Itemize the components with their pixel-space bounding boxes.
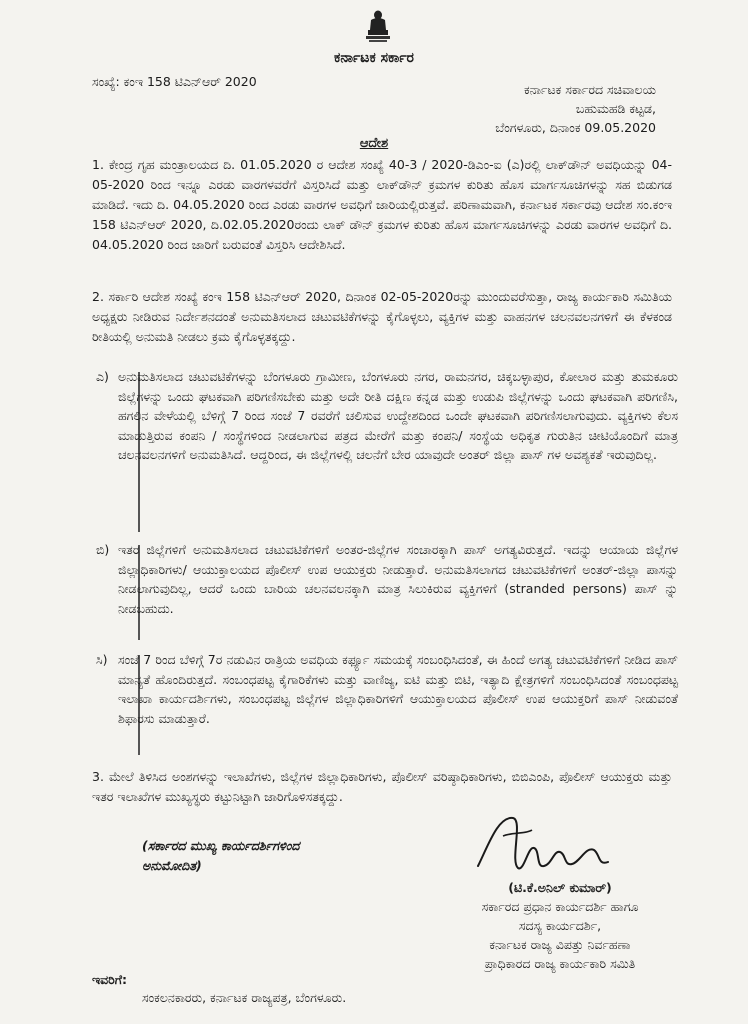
clause-b [96, 540, 678, 618]
approval-line: (ಸರ್ಕಾರದ ಮುಖ್ಯ ಕಾರ್ಯದರ್ಶಿಗಳಿಂದ [142, 838, 300, 853]
signatory-designation: ಕರ್ನಾಟಕ ರಾಜ್ಯ ವಿಪತ್ತು ನಿರ್ವಹಣಾ [489, 937, 631, 952]
clause-c [96, 650, 678, 728]
copy-to-label: ಇವರಿಗೆ: [92, 972, 128, 987]
clause-text: ಸಂಜೆ 7 ರಿಂದ ಬೆಳಿಗ್ಗೆ 7ರ ನಡುವಿನ ರಾತ್ರಿಯ ಅವಧಿಯ ಕರ್ಫ್ಯೂ ಸಮಯಕ್ಕೆ ಸಂಬಂಧಿಸಿದಂತೆ, ಈ ಹಿಂದೆ ಅಗತ್ಯ ಚಟುವಟಿಕೆಗಳಿಗೆ ನೀಡಿದ ಪಾಸ್ ಮಾನ್ಯತೆ ಹೊಂದಿರುತ್ತದೆ. ಸಂಬಂಧಪಟ್ಟ ಕೈಗಾರಿಕೆಗಳು ಮತ್ತು ವಾಣಿಜ್ಯ, ಐಟಿ ಮತ್ತು ಬಿಟಿ, ಇತ್ಯಾದಿ ಕ್ಷೇತ್ರಗಳಿಗೆ ಸಂಬಂಧಿಸಿದಂತೆ ಸಂಬಂಧಪಟ್ಟ ಇಲಾಖಾ ಕಾರ್ಯದರ್ಶಿಗಳು, ಸಂಬಂಧಪಟ್ಟ ಜಿಲ್ಲೆಗಳ ಜಿಲ್ಲಾಧಿಕಾರಿಗಳಿಗೆ ಆಯುಕ್ತಾಲಯದ ಪೊಲೀಸ್ ಉಪ ಆಯುಕ್ತರಿಗೆ ಪಾಸ್ ನೀಡುವಂತೆ ಶಿಫಾರಸು ಮಾಡುತ್ತಾರೆ. [118, 652, 678, 726]
clause-text: ಅನುಮತಿಸಲಾದ ಚಟುವಟಿಕೆಗಳನ್ನು ಬೆಂಗಳೂರು ಗ್ರಾಮೀಣ, ಬೆಂಗಳೂರು ನಗರ, ರಾಮನಗರ, ಚಿಕ್ಕಬಳ್ಳಾಪುರ, ಕೋಲಾರ ಮತ್ತು ತುಮಕೂರು ಜಿಲ್ಲೆಗಳನ್ನು ಒಂದು ಘಟಕವಾಗಿ ಪರಿಗಣಿಸಬೇಕು ಮತ್ತು ಅದೇ ರೀತಿ ದಕ್ಷಿಣ ಕನ್ನಡ ಮತ್ತು ಉಡುಪಿ ಜಿಲ್ಲೆಗಳನ್ನು ಒಂದು ಘಟಕವಾಗಿ ಪರಿಗಣಿಸಿ, ಹಗಲಿನ ವೇಳೆಯಲ್ಲಿ ಬೆಳಿಗ್ಗೆ 7 ರಿಂದ ಸಂಜೆ 7 ರವರೆಗೆ ಚಲಿಸುವ ಉದ್ದೇಶದಿಂದ ಒಂದೇ ಘಟಕವಾಗಿ ಪರಿಗಣಿಸಲಾಗುವುದು. ವ್ಯಕ್ತಿಗಳು ಕೆಲಸ ಮಾಡುತ್ತಿರುವ ಕಂಪನಿ / ಸಂಸ್ಥೆಗಳಿಂದ ನೀಡಲಾಗುವ ಪತ್ರದ ಮೇರೆಗೆ ಮತ್ತು ಕಂಪನಿ/ ಸಂಸ್ಥೆಯ ಅಧಿಕೃತ ಗುರುತಿನ ಚೀಟಿಯೊಂದಿಗೆ ಮಾತ್ರ ಚಲನವಲನಗಳಿಗೆ ಅನುಮತಿಸಿದೆ. ಆದ್ದರಿಂದ, ಈ ಜಿಲ್ಲೆಗಳಲ್ಲಿ ಚಲನೆಗೆ ಬೇರ ಯಾವುದೇ ಅಂತರ್ ಜಿಲ್ಲಾ ಪಾಸ್ ಗಳ ಅವಶ್ಯಕತೆ ಇರುವುದಿಲ್ಲ. [118, 369, 678, 462]
copy-to-recipient: ಸಂಕಲನಕಾರರು, ಕರ್ನಾಟಕ ರಾಜ್ಯಪತ್ರ, ಬೆಂಗಳೂರು. [142, 990, 347, 1005]
clause-marker: ಎ) [96, 369, 109, 384]
clause-a [96, 367, 678, 465]
clause-marker: ಸಿ) [96, 652, 108, 667]
order-date: ಬೆಂಗಳೂರು, ದಿನಾಂಕ 09.05.2020 [495, 120, 656, 135]
paragraph-3: 3. ಮೇಲೆ ತಿಳಿಸಿದ ಅಂಶಗಳನ್ನು ಇಲಾಖೆಗಳು, ಜಿಲ್ಲೆಗಳ ಜಿಲ್ಲಾಧಿಕಾರಿಗಳು, ಪೊಲೀಸ್ ವರಿಷ್ಠಾಧಿಕಾರಿಗಳು, ಬಿಬಿಎಂಪಿ, ಪೊಲೀಸ್ ಆಯುಕ್ತರು ಮತ್ತು ಇತರ ಇಲಾಖೆಗಳ ಮುಖ್ಯಸ್ಥರು ಕಟ್ಟುನಿಟ್ಟಾಗಿ ಜಾರಿಗೊಳಿಸತಕ್ಕದ್ದು. [92, 769, 672, 804]
signatory-block [430, 878, 690, 973]
office-address-line: ಕರ್ನಾಟಕ ಸರ್ಕಾರದ ಸಚಿವಾಲಯ [524, 82, 656, 97]
paragraph-2: 2. ಸರ್ಕಾರಿ ಆದೇಶ ಸಂಖ್ಯೆ ಕಂಇ 158 ಟಿಎನ್‌ಆರ್ 2020, ದಿನಾಂಕ 02-05-2020ರನ್ನು ಮುಂದುವರೆಸುತ್ತಾ, ರಾಜ್ಯ ಕಾರ್ಯಕಾರಿ ಸಮಿತಿಯ ಅಧ್ಯಕ್ಷರು ನೀಡಿರುವ ನಿರ್ದೇಶನದಂತೆ ಅನುಮತಿಸಲಾದ ಚಟುವಟಿಕೆಗಳನ್ನು ಕೈಗೊಳ್ಳಲು, ವ್ಯಕ್ತಿಗಳ ಮತ್ತು ವಾಹನಗಳ ಚಲನವಲನಗಳಿಗೆ ಈ ಕೆಳಕಂಡ ರೀತಿಯಲ್ಲಿ ಅನುಮತಿ ನೀಡಲು ಕ್ರಮ ಕೈಗೊಳ್ಳತಕ್ಕದ್ದು. [92, 289, 672, 344]
signatory-designation: ಸರ್ಕಾರದ ಪ್ರಧಾನ ಕಾರ್ಯದರ್ಶಿ ಹಾಗೂ [481, 899, 639, 914]
approval-line: ಅನುಮೋದಿತ) [142, 858, 202, 873]
state-emblem-icon [362, 8, 394, 46]
paragraph-1: 1. ಕೇಂದ್ರ ಗೃಹ ಮಂತ್ರಾಲಯದ ದಿ. 01.05.2020 ರ ಆದೇಶ ಸಂಖ್ಯೆ 40-3 / 2020-ಡಿಎಂ-ಐ (ಎ)ರಲ್ಲಿ ಲಾಕ್‌ಡೌನ್ ಅವಧಿಯನ್ನು 04-05-2020 ರಿಂದ ಇನ್ನೂ ಎರಡು ವಾರಗಳವರೆಗೆ ವಿಸ್ತರಿಸಿದೆ ಮತ್ತು ಲಾಕ್‌ಡೌನ್ ಕ್ರಮಗಳ ಕುರಿತು ಹೊಸ ಮಾರ್ಗಸೂಚಿಗಳನ್ನು ಸಹ ಬಿಡುಗಡ ಮಾಡಿದೆ. ಇದು ದಿ. 04.05.2020 ರಿಂದ ಎರಡು ವಾರಗಳ ಅವಧಿಗೆ ಜಾರಿಯಲ್ಲಿರುತ್ತವೆ. ಪರಿಣಾಮವಾಗಿ, ಕರ್ನಾಟಕ ಸರ್ಕಾರವು ಆದೇಶ ಸಂ.ಕಂಇ 158 ಟಿಎನ್‌ಆರ್ 2020, ದಿ.02.05.2020ರಂದು ಲಾಕ್ ಡೌನ್ ಕ್ರಮಗಳ ಕುರಿತು ಹೊಸ ಮಾರ್ಗಸೂಚಿಗಳನ್ನು ಎರಡು ವಾರಗಳ ಅವಧಿಗೆ ದಿ. 04.05.2020 ರಿಂದ ಜಾರಿಗೆ ಬರುವಂತೆ ವಿಸ್ತರಿಸಿ ಆದೇಶಿಸಿದೆ. [92, 157, 672, 252]
signatory-name: (ಟಿ.ಕೆ.ಅನಿಲ್ ಕುಮಾರ್) [508, 880, 612, 895]
order-reference-number: ಸಂಖ್ಯೆ: ಕಂಇ 158 ಟಿಎನ್‌ಆರ್ 2020 [92, 74, 257, 89]
office-address [495, 80, 656, 137]
signatory-designation: ಪ್ರಾಧಿಕಾರದ ರಾಜ್ಯ ಕಾರ್ಯಕಾರಿ ಸಮಿತಿ [484, 956, 636, 971]
clause-text: ಇತರ ಜಿಲ್ಲೆಗಳಿಗೆ ಅನುಮತಿಸಲಾದ ಚಟುವಟಿಕೆಗಳಿಗೆ ಅಂತರ-ಜಿಲ್ಲೆಗಳ ಸಂಚಾರಕ್ಕಾಗಿ ಪಾಸ್ ಅಗತ್ಯವಿರುತ್ತದೆ. ಇದನ್ನು ಆಯಾಯ ಜಿಲ್ಲೆಗಳ ಜಿಲ್ಲಾಧಿಕಾರಿಗಳು/ ಆಯುಕ್ತಾಲಯದ ಪೊಲೀಸ್ ಉಪ ಆಯುಕ್ತರು ನೀಡುತ್ತಾರೆ. ಅನುಮತಿಸಲಾಗದ ಚಟುವಟಿಕೆಗಳಿಗೆ ಅಂತರ್-ಜಿಲ್ಲಾ ಪಾಸನ್ನು ನೀಡಲಾಗುವುದಿಲ್ಲ, ಆದರೆ ಒಂದು ಬಾರಿಯ ಚಲನವಲನಕ್ಕಾಗಿ ಮಾತ್ರ ಸಿಲುಕಿರುವ ವ್ಯಕ್ತಿಗಳಿಗೆ (stranded persons) ಪಾಸ್ ನ್ನು ನೀಡಬಹುದು. [118, 542, 678, 616]
office-address-line: ಬಹುಮಹಡಿ ಕಟ್ಟಡ, [575, 101, 656, 116]
signature-icon [468, 806, 628, 886]
order-heading: ಆದೇಶ [359, 136, 389, 151]
clause-marker: ಬಿ) [96, 542, 110, 557]
approval-note [142, 836, 299, 876]
signatory-designation: ಸದಸ್ಯ ಕಾರ್ಯದರ್ಶಿ, [518, 918, 602, 933]
government-title: ಕರ್ನಾಟಕ ಸರ್ಕಾರ [334, 50, 414, 66]
